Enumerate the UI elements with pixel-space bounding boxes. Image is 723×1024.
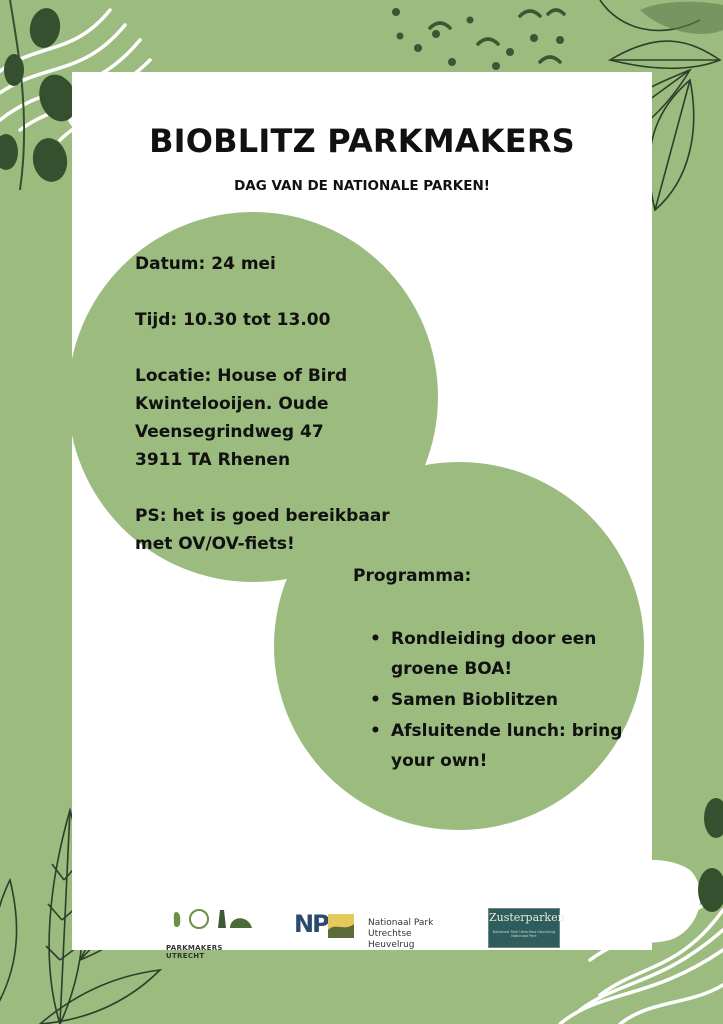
leaf-filled-top-right: [640, 2, 723, 34]
parkmakers-icons: [166, 904, 258, 932]
programma-item: • Samen Bioblitzen: [370, 685, 640, 715]
locatie-block: [135, 362, 405, 474]
dark-leaves-top-left: [0, 6, 83, 185]
ps-line: met OV/OV-fiets!: [135, 534, 295, 554]
tijd-line: Tijd: 10.30 tot 13.00: [135, 310, 331, 330]
np-heuvelrug-logo: [294, 904, 454, 950]
hedgehog-icon: [230, 918, 252, 928]
programma-title: Programma:: [353, 566, 472, 586]
np-mark: NP: [294, 910, 328, 938]
tower-icon: [218, 910, 226, 928]
zusterparken-subtitle: Nationaal Park Utrechtse Heuvelrug Nationaal Park: [492, 930, 556, 938]
locatie-line: Locatie: House of Bird: [135, 366, 348, 386]
poster-title: BIOBLITZ PARKMAKERS: [149, 122, 575, 160]
programma-item: • Afsluitende lunch: bring your own!: [370, 716, 640, 776]
parkmakers-label: PARKMAKERS UTRECHT: [166, 944, 223, 960]
datum-line: Datum: 24 mei: [135, 254, 276, 274]
event-info: [135, 250, 405, 586]
locatie-line: Kwintelooijen. Oude: [135, 394, 329, 414]
footprint-icon: [174, 912, 181, 927]
np-text: Nationaal Park Utrechtse Heuvelrug: [368, 918, 434, 950]
np-landscape-icon: [328, 914, 354, 938]
ps-line: PS: het is goed bereikbaar: [135, 506, 390, 526]
tree-badge-icon: [190, 910, 208, 928]
curls-top: [430, 10, 564, 62]
programma-item: • Rondleiding door een groene BOA!: [370, 624, 640, 684]
locatie-line: 3911 TA Rhenen: [135, 450, 291, 470]
parkmakers-logo: [166, 904, 258, 960]
ps-block: [135, 502, 405, 558]
locatie-line: Veensegrindweg 47: [135, 422, 324, 442]
zusterparken-logo: [488, 908, 565, 948]
zusterparken-title: Zusterparken: [489, 911, 565, 924]
programma-list: [370, 624, 640, 777]
poster-subtitle: DAG VAN DE NATIONALE PARKEN!: [234, 178, 490, 194]
dark-leaves-bottom-right: [698, 798, 723, 912]
